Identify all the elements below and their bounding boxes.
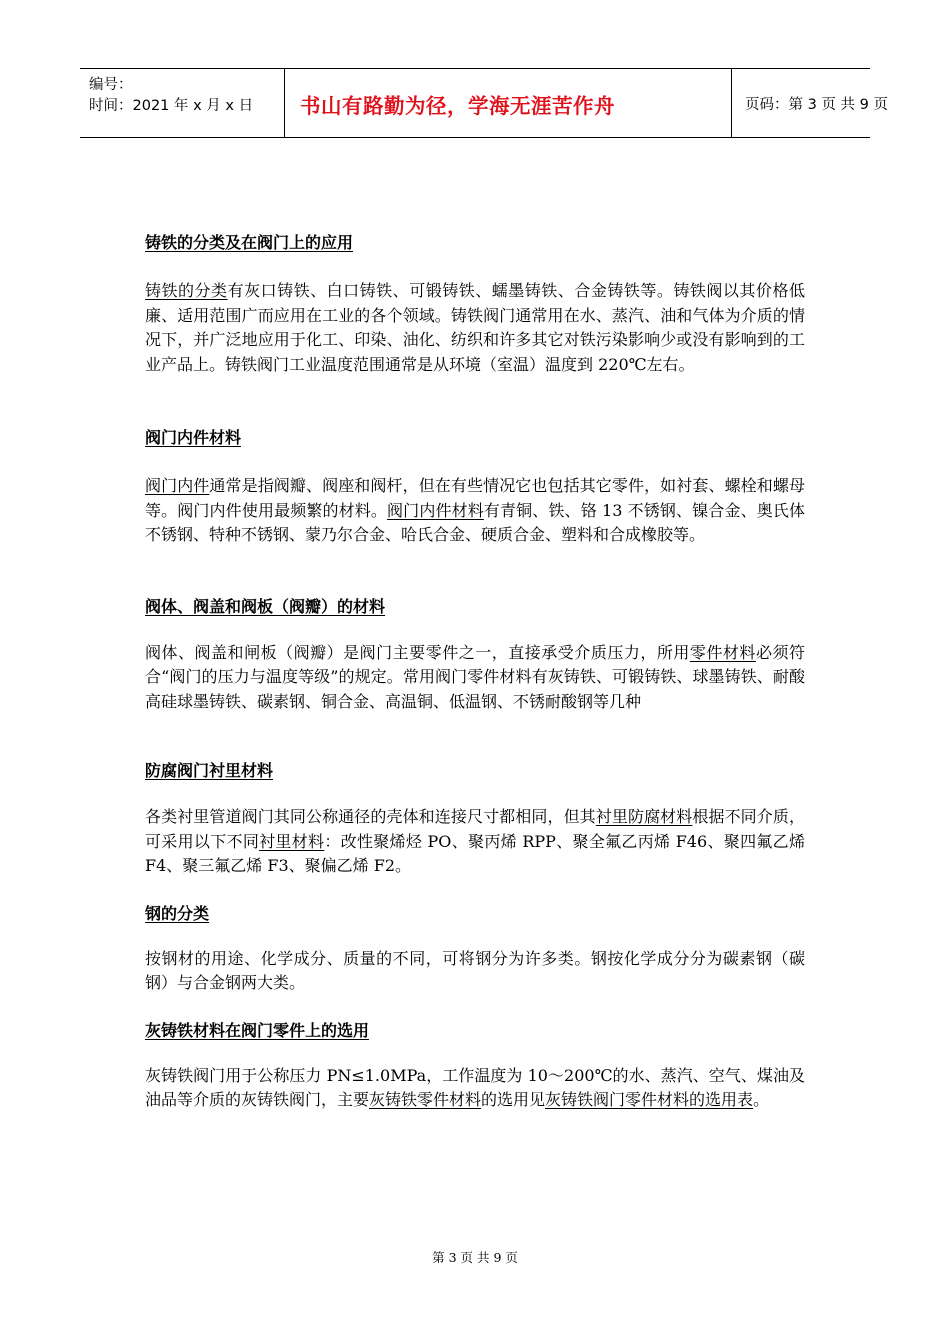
page-info: 页码：第 3 页 共 9 页 — [745, 97, 888, 113]
section-title: 防腐阀门衬里材料 — [145, 761, 274, 780]
paragraph-text: 通常是指阀瓣、阀座和阀杆，但在有些情况它也包括其它零件，如衬套、螺栓和螺母等。阀门内件使用最频繁的材料。 — [145, 476, 805, 520]
section-title: 钢的分类 — [145, 903, 210, 923]
inline-link[interactable]: 衬里防腐材料 — [595, 807, 693, 826]
section-title: 铸铁的分类及在阀门上的应用 — [145, 233, 354, 252]
paragraph-text: 按钢材的用途、化学成分、质量的不同，可将钢分为许多类。钢按化学成分分为碳素钢（碳钢）与合金钢两大类。 — [145, 948, 805, 992]
section-title: 阀门内件材料 — [145, 428, 242, 447]
inline-link[interactable]: 阀门内件材料 — [387, 500, 484, 520]
inline-link[interactable]: 灰铸铁零件材料 — [369, 1090, 482, 1109]
paragraph-text: 的选用见 — [481, 1090, 546, 1109]
paragraph-text: 有青铜、铁、铬 13 不锈钢、镍合金、奥氏体不锈钢、特种不锈钢、蒙乃尔合金、哈氏合金、硬质合金、塑料和合成橡胶等。 — [145, 500, 805, 544]
document-body — [145, 230, 805, 1113]
paragraph-text: 有灰口铸铁、白口铸铁、可锻铸铁、蠕墨铸铁、合金铸铁等。铸铁阀以其价格低廉、适用范围广而应用在工业的各个领域。铸铁阀门通常用在水、蒸汽、油和气体为介质的情况下，并广泛地应用于化工、印染、油化、纺织和许多其它对铁污染影响少或没有影响到的工业产品上。铸铁阀门工业温度范围通常是从环境（室温）温度到 220℃左右。 — [145, 281, 805, 374]
section-title: 灰铸铁材料在阀门零件上的选用 — [145, 1020, 370, 1040]
paragraph-text: 阀体、阀盖和闸板（阀瓣）是阀门主要零件之一，直接承受介质压力，所用 — [145, 642, 690, 662]
header-meta-cell — [80, 69, 285, 137]
motto: 书山有路勤为径，学海无涯苦作舟 — [300, 94, 615, 118]
paragraph-text: 灰铸铁阀门用于公称压力 PN≤1.0MPa，工作温度为 10～200℃的水、蒸汽、空气、煤油及油品等介质的灰铸铁阀门，主要 — [145, 1065, 805, 1109]
section-paragraph — [145, 947, 805, 996]
header-table — [80, 68, 888, 138]
section-paragraph — [145, 1064, 805, 1113]
paragraph-text: 根据不同介质，可采用以下不同 — [145, 807, 805, 851]
number-label: 编号： — [89, 77, 133, 93]
paragraph-text: 必须符合“阀门的压力与温度等级”的规定。常用阀门零件材料有灰铸铁、可锻铸铁、球墨铸铁、耐酸高硅球墨铸铁、碳素钢、铜合金、高温铜、低温钢、不锈耐酸钢等几种 — [145, 642, 805, 711]
section-paragraph — [145, 805, 805, 879]
section-paragraph — [145, 474, 805, 548]
inline-link[interactable]: 阀门内件 — [145, 476, 210, 495]
inline-link[interactable]: 衬里材料 — [259, 831, 325, 851]
inline-link[interactable]: 铸铁的分类 — [145, 281, 228, 300]
inline-link[interactable]: 灰铸铁阀门零件材料的选用表 — [545, 1090, 754, 1109]
inline-link[interactable]: 零件材料 — [689, 642, 756, 662]
section-title: 阀体、阀盖和阀板（阀瓣）的材料 — [145, 596, 386, 616]
paragraph-text: ：改性聚烯烃 PO、聚丙烯 RPP、聚全氟乙丙烯 F46、聚四氟乙烯 F4、聚三氟乙烯 F3、聚偏乙烯 F2。 — [145, 831, 805, 875]
paragraph-text: 各类衬里管道阀门其同公称通径的壳体和连接尺寸都相同，但其 — [145, 807, 596, 826]
header-motto-cell — [285, 69, 732, 137]
paragraph-text: 。 — [753, 1090, 770, 1109]
section-paragraph — [145, 641, 805, 715]
date-label: 时间：2021 年 x 月 x 日 — [89, 98, 254, 114]
header-page-cell — [732, 69, 888, 137]
section-paragraph — [145, 279, 805, 377]
page-footer: 第 3 页 共 9 页 — [432, 1250, 518, 1265]
